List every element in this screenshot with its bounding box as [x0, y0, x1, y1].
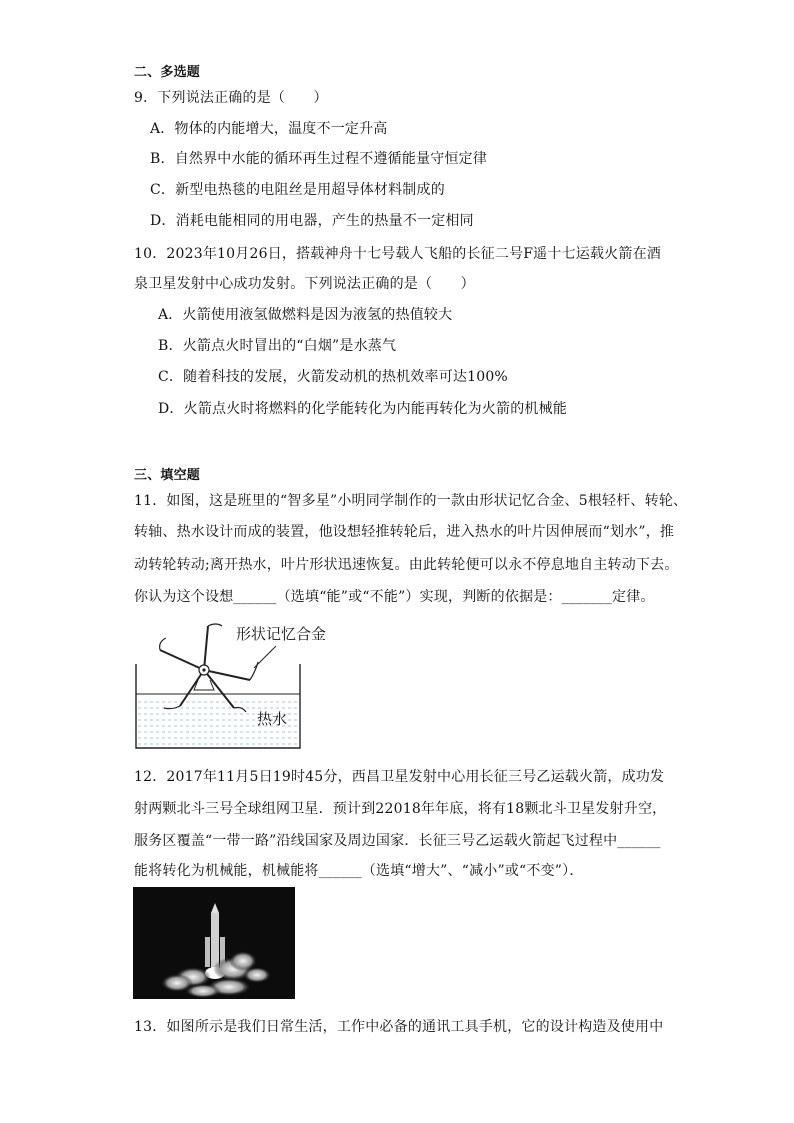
question-12-line-4: 能将转化为机械能，机械能将______（选填“增大”、“减小”或“不变”）． [134, 863, 584, 879]
question-11-line-2: 转轴、热水设计而成的装置，他设想轻推转轮后，进入热水的叶片因伸展而“划水”，推 [134, 524, 675, 540]
question-10-stem-line-2: 泉卫星发射中心成功发射。下列说法正确的是（ ） [134, 276, 475, 292]
figure-label-shape-memory-alloy: 形状记忆合金 [236, 625, 327, 643]
question-12-line-2: 射两颗北斗三号全球组网卫星．预计到22018年年底，将有18颗北斗卫星发射升空， [134, 801, 667, 817]
question-11-line-4: 你认为这个设想______（选填“能”或“不能”）实现，判断的依据是：_______定律。 [134, 589, 655, 605]
question-13-line-1: 13．如图所示是我们日常生活，工作中必备的通讯工具手机，它的设计构造及使用中 [134, 1019, 664, 1035]
question-11-line-3: 动转轮转动;离开热水，叶片形状迅速恢复。由此转轮便可以永不停息地自主转动下去。 [134, 557, 679, 573]
question-10-option-b: B．火箭点火时冒出的“白烟”是水蒸气 [158, 338, 397, 354]
question-9-stem: 9．下列说法正确的是（ ） [134, 90, 328, 106]
rocket-body [211, 913, 219, 969]
question-9-option-c: C．新型电热毯的电阻丝是用超导体材料制成的 [150, 182, 445, 198]
question-10-stem-line-1: 10．2023年10月26日，搭载神舟十七号载人飞船的长征二号F遥十七运载火箭在酒 [134, 246, 661, 262]
label-leader-line [254, 646, 276, 668]
question-9-option-b: B．自然界中水能的循环再生过程不遵循能量守恒定律 [150, 151, 488, 167]
section-heading-fill-in: 三、填空题 [134, 468, 201, 483]
axle-center [202, 668, 205, 671]
question-12-line-1: 12．2017年11月5日19时45分，西昌卫星发射中心用长征三号乙运载火箭，成功发 [134, 769, 665, 785]
water-container [136, 664, 300, 748]
section-heading-multiple-choice: 二、多选题 [134, 65, 201, 80]
question-9-option-d: D．消耗电能相同的用电器，产生的热量不一定相同 [150, 213, 474, 229]
question-10-option-a: A．火箭使用液氢做燃料是因为液氢的热值较大 [158, 307, 453, 323]
rocket-launch-photo [133, 887, 295, 999]
question-9-option-a: A．物体的内能增大，温度不一定升高 [150, 121, 388, 137]
question-10-option-c: C．随着科技的发展，火箭发动机的热机效率可达100% [158, 369, 508, 385]
question-11-line-1: 11．如图，这是班里的“智多星”小明同学制作的一款由形状记忆合金、5根轻杆、转轮、 [134, 493, 688, 509]
question-10-option-d: D．火箭点火时将燃料的化学能转化为内能再转化为火箭的机械能 [158, 401, 568, 417]
figure-label-hot-water: 热水 [257, 710, 288, 728]
question-12-line-3: 服务区覆盖“一带一路”沿线国家及周边国家．长征三号乙运载火箭起飞过程中______ [134, 833, 661, 849]
